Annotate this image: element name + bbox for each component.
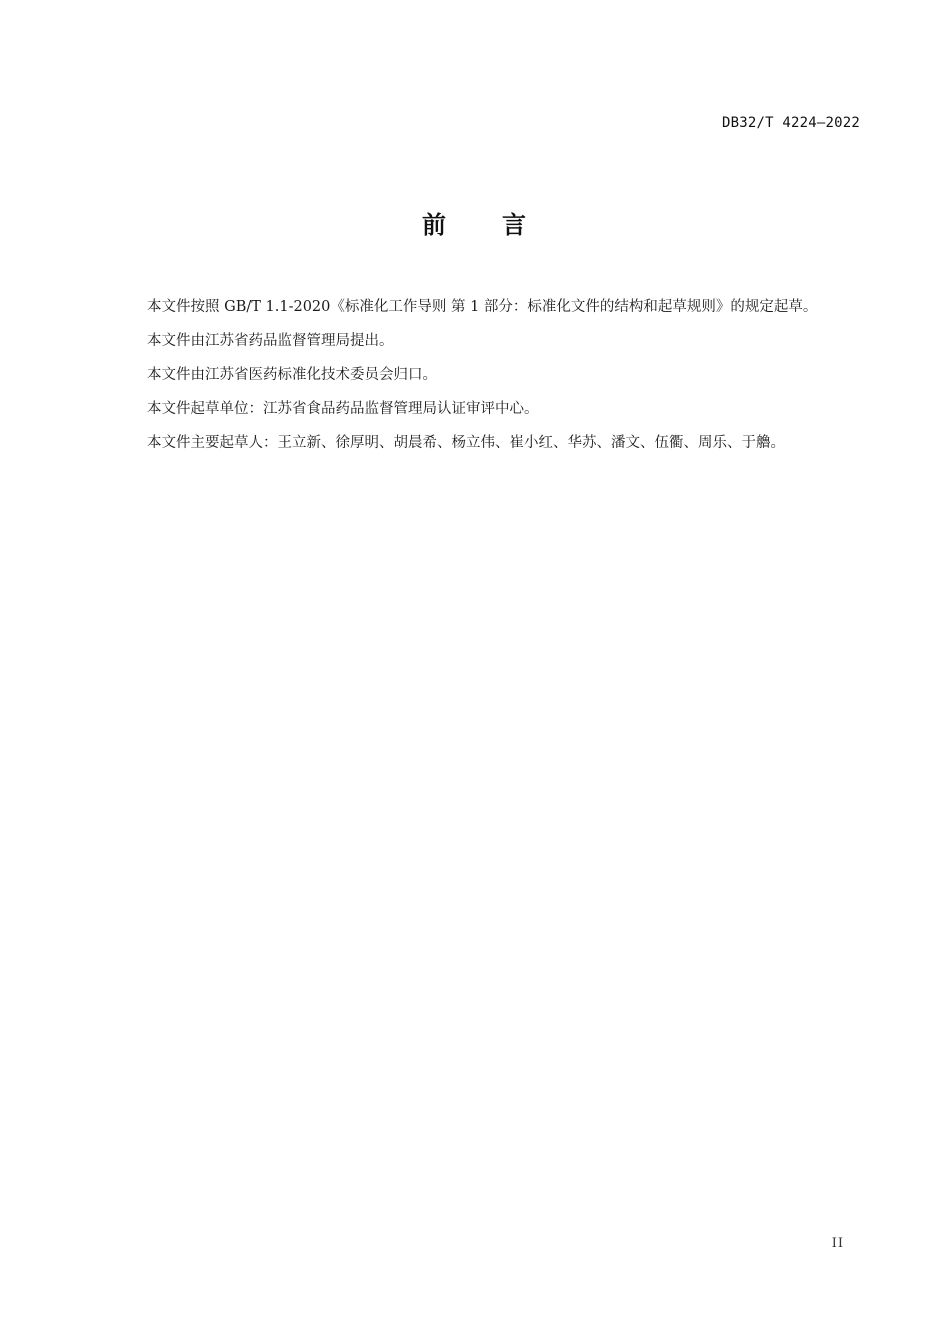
title-char-2: 言 (502, 211, 528, 239)
paragraph-drafters: 本文件主要起草人：王立新、徐厚明、胡晨希、杨立伟、崔小红、华苏、潘文、伍衢、周乐、于艪。 (147, 435, 785, 451)
standard-code: DB32/T 4224—2022 (721, 115, 860, 131)
page-title (0, 205, 950, 240)
page-number: II (831, 1236, 844, 1251)
paragraph-drafting-unit: 本文件起草单位：江苏省食品药品监督管理局认证审评中心。 (147, 401, 539, 417)
paragraph-proposer: 本文件由江苏省药品监督管理局提出。 (147, 333, 394, 349)
foreword-body (113, 290, 863, 460)
paragraph-committee: 本文件由江苏省医药标准化技术委员会归口。 (147, 367, 437, 383)
paragraph-drafting-rules: 本文件按照 GB/T 1.1-2020《标准化工作导则 第 1 部分：标准化文件的结构和起草规则》的规定起草。 (147, 299, 818, 315)
title-char-1: 前 (422, 211, 448, 239)
